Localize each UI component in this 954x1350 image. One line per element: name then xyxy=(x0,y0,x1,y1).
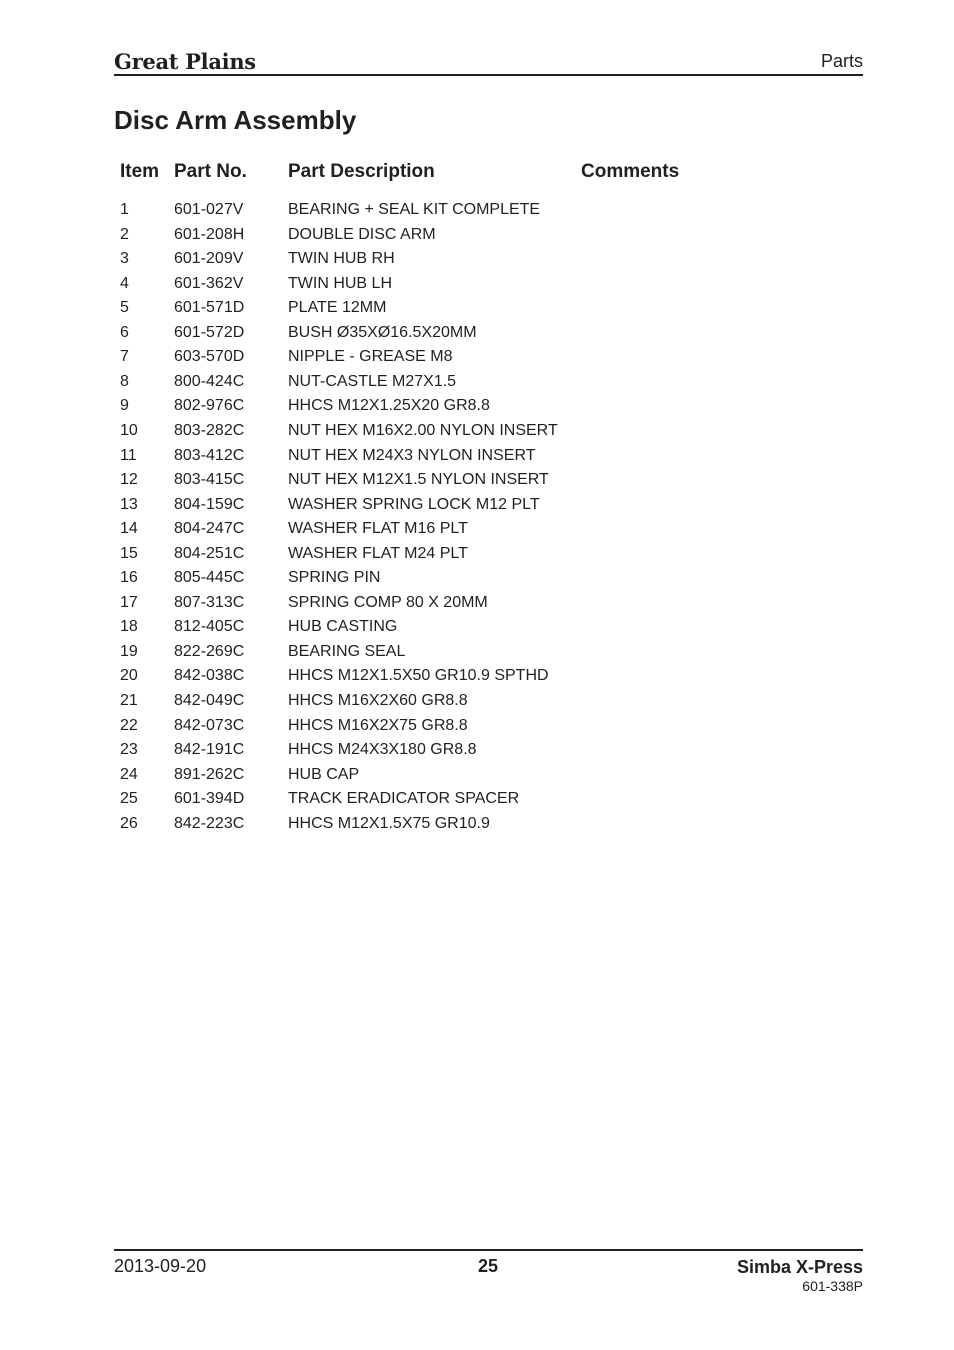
table-row xyxy=(0,569,954,593)
part-number: 891-262C xyxy=(174,765,245,783)
part-description: WASHER FLAT M16 PLT xyxy=(288,520,468,538)
item-number: 17 xyxy=(120,593,138,611)
table-row xyxy=(0,643,954,667)
table-row xyxy=(0,545,954,569)
part-description: HHCS M12X1.5X75 GR10.9 xyxy=(288,814,490,832)
part-number: 803-412C xyxy=(174,446,245,464)
table-row xyxy=(0,275,954,299)
part-number: 601-209V xyxy=(174,250,244,268)
part-description: HUB CASTING xyxy=(288,618,398,636)
part-description: NUT-CASTLE M27X1.5 xyxy=(288,372,457,390)
item-number: 11 xyxy=(120,446,137,464)
table-row xyxy=(0,692,954,716)
table-row xyxy=(0,766,954,790)
item-number: 13 xyxy=(120,495,138,513)
item-number: 14 xyxy=(120,520,138,538)
part-number: 802-976C xyxy=(174,397,245,415)
item-number: 2 xyxy=(120,225,129,243)
part-description: WASHER FLAT M24 PLT xyxy=(288,544,468,562)
part-description: WASHER SPRING LOCK M12 PLT xyxy=(288,495,540,513)
page-number: 25 xyxy=(477,1256,499,1276)
item-number: 16 xyxy=(120,569,138,587)
part-number: 842-073C xyxy=(174,716,245,734)
table-row xyxy=(0,201,954,225)
part-number: 805-445C xyxy=(174,569,245,587)
table-row xyxy=(0,397,954,421)
table-row xyxy=(0,348,954,372)
table-row xyxy=(0,226,954,250)
part-number: 842-191C xyxy=(174,741,245,759)
item-number: 6 xyxy=(120,323,129,341)
item-number: 3 xyxy=(120,250,129,268)
column-header-part-no: Part No. xyxy=(174,161,247,182)
table-row xyxy=(0,594,954,618)
part-description: HHCS M16X2X75 GR8.8 xyxy=(288,716,468,734)
item-number: 9 xyxy=(120,397,129,415)
part-number: 807-313C xyxy=(174,593,245,611)
table-row xyxy=(0,618,954,642)
part-description: NUT HEX M16X2.00 NYLON INSERT xyxy=(288,421,558,439)
part-description: HHCS M16X2X60 GR8.8 xyxy=(288,692,468,709)
document-number: 601-338P xyxy=(802,1278,863,1294)
item-number: 20 xyxy=(120,667,138,685)
table-row xyxy=(0,741,954,765)
part-number: 601-571D xyxy=(174,299,245,317)
part-number: 800-424C xyxy=(174,372,245,390)
item-number: 19 xyxy=(120,642,138,660)
part-number: 601-362V xyxy=(174,274,244,292)
part-number: 842-223C xyxy=(174,814,245,832)
part-description: TWIN HUB RH xyxy=(288,250,395,268)
part-description: HUB CAP xyxy=(288,765,360,783)
table-row xyxy=(0,815,954,839)
table-row xyxy=(0,667,954,691)
table-row xyxy=(0,299,954,323)
part-description: NUT HEX M12X1.5 NYLON INSERT xyxy=(288,471,549,489)
item-number: 26 xyxy=(120,814,138,832)
footer-date: 2013-09-20 xyxy=(114,1256,207,1276)
part-number: 842-049C xyxy=(174,692,245,709)
part-description: HHCS M24X3X180 GR8.8 xyxy=(288,741,477,759)
table-row xyxy=(0,717,954,741)
item-number: 18 xyxy=(120,618,138,636)
part-number: 804-247C xyxy=(174,520,245,538)
item-number: 24 xyxy=(120,765,138,783)
model-name: Simba X-Press xyxy=(736,1257,863,1277)
item-number: 8 xyxy=(120,372,129,390)
table-row xyxy=(0,790,954,814)
part-number: 804-251C xyxy=(174,544,245,562)
part-description: BEARING SEAL xyxy=(288,642,406,660)
item-number: 23 xyxy=(120,741,138,759)
column-header-comments: Comments xyxy=(581,161,680,182)
item-number: 10 xyxy=(120,421,138,439)
item-number: 4 xyxy=(120,274,129,292)
item-number: 22 xyxy=(120,716,138,734)
table-row xyxy=(0,422,954,446)
part-number: 842-038C xyxy=(174,667,245,685)
part-description: BEARING + SEAL KIT COMPLETE xyxy=(288,201,541,218)
header-divider xyxy=(114,74,863,76)
table-row xyxy=(0,496,954,520)
part-number: 601-394D xyxy=(174,790,245,808)
page-title: Disc Arm Assembly xyxy=(114,105,357,135)
part-number: 601-027V xyxy=(174,201,244,218)
item-number: 5 xyxy=(120,299,129,317)
part-description: PLATE 12MM xyxy=(288,299,387,317)
part-number: 804-159C xyxy=(174,495,245,513)
part-number: 601-572D xyxy=(174,323,245,341)
part-description: HHCS M12X1.25X20 GR8.8 xyxy=(288,397,490,415)
part-description: NUT HEX M24X3 NYLON INSERT xyxy=(288,446,536,464)
section-label: Parts xyxy=(820,51,863,71)
part-number: 803-415C xyxy=(174,471,245,489)
table-row xyxy=(0,324,954,348)
table-row xyxy=(0,373,954,397)
part-description: BUSH Ø35XØ16.5X20MM xyxy=(288,323,477,341)
part-number: 812-405C xyxy=(174,618,245,636)
brand-logo: Great Plains xyxy=(114,49,256,74)
item-number: 25 xyxy=(120,790,138,808)
item-number: 15 xyxy=(120,544,138,562)
table-row xyxy=(0,520,954,544)
column-header-description: Part Description xyxy=(288,161,435,182)
item-number: 7 xyxy=(120,348,129,366)
item-number: 21 xyxy=(120,692,138,709)
item-number: 12 xyxy=(120,471,138,489)
part-description: NIPPLE - GREASE M8 xyxy=(288,348,453,366)
table-row xyxy=(0,447,954,471)
part-number: 803-282C xyxy=(174,421,245,439)
part-description: HHCS M12X1.5X50 GR10.9 SPTHD xyxy=(288,667,549,685)
part-number: 822-269C xyxy=(174,642,245,660)
column-header-item: Item xyxy=(120,161,160,182)
part-description: SPRING PIN xyxy=(288,569,381,587)
table-row xyxy=(0,471,954,495)
part-description: SPRING COMP 80 X 20MM xyxy=(288,593,488,611)
part-description: TRACK ERADICATOR SPACER xyxy=(288,790,520,808)
part-number: 601-208H xyxy=(174,225,245,243)
item-number: 1 xyxy=(120,201,129,218)
part-number: 603-570D xyxy=(174,348,245,366)
part-description: TWIN HUB LH xyxy=(288,274,392,292)
table-row xyxy=(0,250,954,274)
footer-divider xyxy=(114,1249,863,1251)
part-description: DOUBLE DISC ARM xyxy=(288,225,436,243)
